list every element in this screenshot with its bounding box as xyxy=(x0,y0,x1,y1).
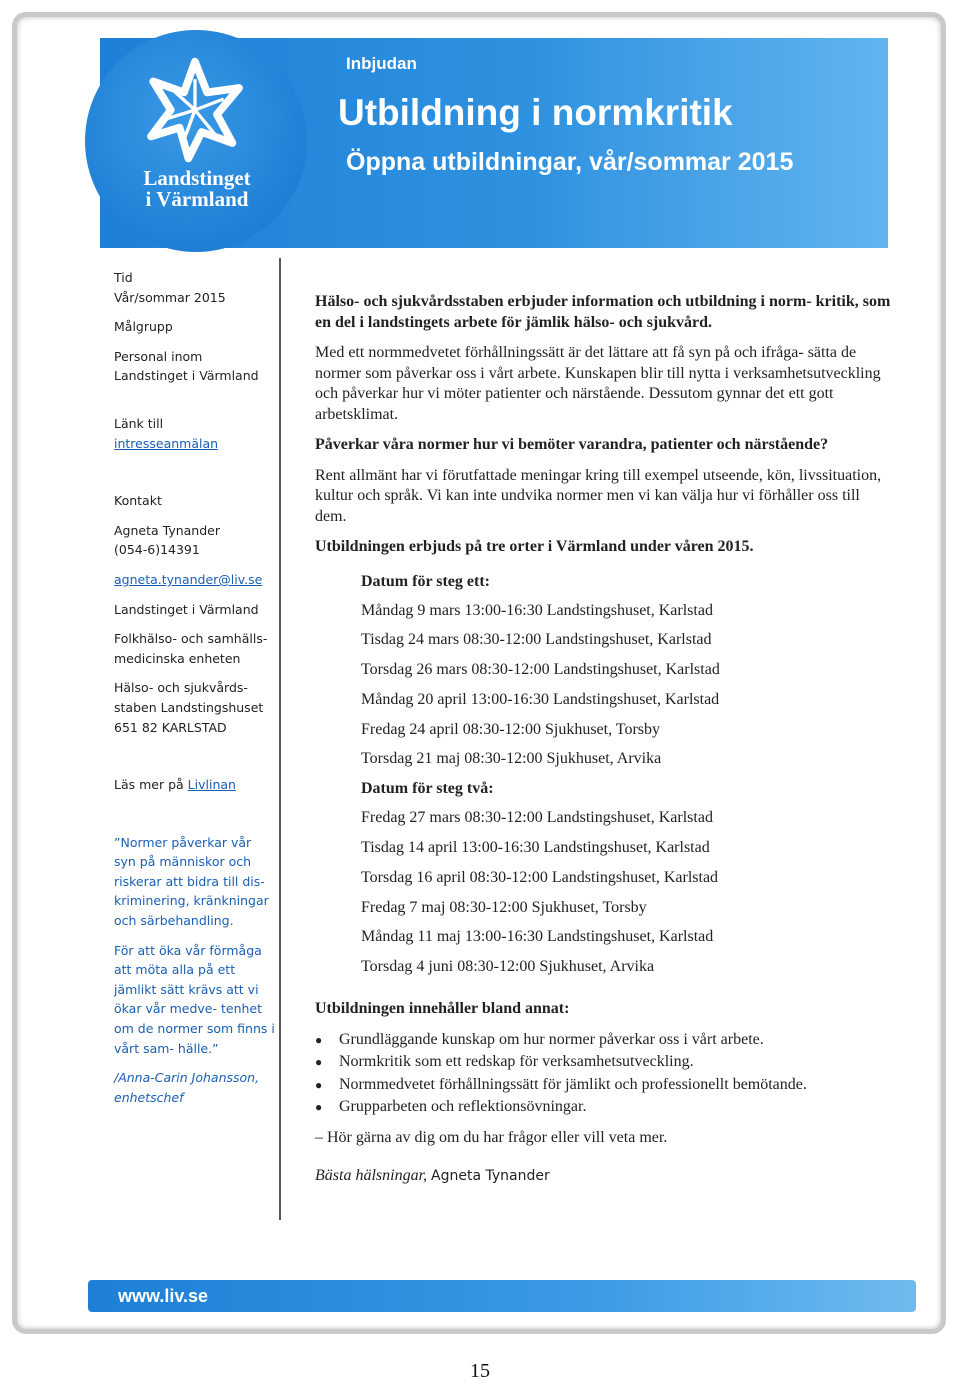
list-item: ● Grupparbeten och reflektionsövningar. xyxy=(315,1097,895,1118)
signoff xyxy=(315,1166,895,1187)
closing-line: – Hör gärna av dig om du har frågor eller vill veta mer. xyxy=(315,1128,668,1146)
signoff-name: Agneta Tynander xyxy=(431,1168,550,1185)
logo-wordmark xyxy=(113,168,281,210)
intro-paragraph: Med ett normmedvetet förhållningssätt är det lättare att få syn på och ifråga- sätta de normer som påverkar oss i vårt arbete. Kunskapen blir till nytta i verksamhetsutveckling och påverkar hur vi möter patienter och närstående. Dessutom gynnar det ett gott arbetsklimat. xyxy=(315,344,881,423)
header-kicker: Inbjudan xyxy=(346,54,417,73)
link-label: Länk till xyxy=(114,415,164,431)
org-address: Hälso- och sjukvårds- staben Landstingshuset 651 82 KARLSTAD xyxy=(114,680,264,735)
date-item: Fredag 7 maj 08:30-12:00 Sjukhuset, Torsby xyxy=(361,898,647,916)
time-value: Vår/sommar 2015 xyxy=(114,289,226,305)
footer-banner xyxy=(88,1280,916,1312)
main-content xyxy=(315,292,895,1187)
date-item: Måndag 20 april 13:00-16:30 Landstingshuset, Karlstad xyxy=(361,690,720,708)
logo-line-1: Landstinget xyxy=(143,166,251,190)
contact-name: Agneta Tynander xyxy=(114,522,220,538)
step2-heading: Datum för steg två: xyxy=(361,780,494,798)
locations-heading: Utbildningen erbjuds på tre orter i Värmland under våren 2015. xyxy=(315,538,754,555)
registration-link[interactable]: intresseanmälan xyxy=(114,435,219,451)
list-item: ● Normmedvetet förhållningssätt för jämlikt och professionellt bemötande. xyxy=(315,1075,895,1096)
date-item: Fredag 27 mars 08:30-12:00 Landstingshuset, Karlstad xyxy=(361,809,713,827)
step1-heading: Datum för steg ett: xyxy=(361,572,490,590)
footer-website-link[interactable]: www.liv.se xyxy=(118,1286,209,1306)
read-more-label: Läs mer på xyxy=(114,777,184,793)
signoff-greeting: Bästa hälsningar, xyxy=(315,1167,428,1185)
page-number: 15 xyxy=(470,1360,490,1382)
question-heading: Påverkar våra normer hur vi bemöter varandra, patienter och närstående? xyxy=(315,436,829,453)
audience-value: Personal inom Landstinget i Värmland xyxy=(114,348,259,384)
date-item: Torsdag 4 juni 08:30-12:00 Sjukhuset, Arvika xyxy=(361,958,655,976)
list-item: ● Grundläggande kunskap om hur normer påverkar oss i vårt arbete. xyxy=(315,1030,895,1051)
flower-logo-icon xyxy=(140,55,250,165)
contact-label: Kontakt xyxy=(114,493,162,509)
date-item: Tisdag 24 mars 08:30-12:00 Landstingshuset, Karlstad xyxy=(361,631,712,649)
page-subtitle: Öppna utbildningar, vår/sommar 2015 xyxy=(346,148,794,176)
date-item: Måndag 9 mars 13:00-16:30 Landstingshuset, Karlstad xyxy=(361,601,713,619)
livlinan-link[interactable]: Livlinan xyxy=(187,777,236,793)
dates-list xyxy=(361,572,895,978)
quote-part-1: ”Normer påverkar vår syn på människor och riskerar att bidra till dis- kriminering, kränkningar och särbehandling. xyxy=(114,834,269,929)
date-item: Torsdag 16 april 08:30-12:00 Landstingshuset, Karlstad xyxy=(361,868,719,886)
page-title: Utbildning i normkritik xyxy=(338,92,733,133)
sidebar xyxy=(114,268,276,1107)
org-unit: Folkhälso- och samhälls- medicinska enheten xyxy=(114,631,268,666)
content-heading: Utbildningen innehåller bland annat: xyxy=(315,1000,570,1018)
intro-lead: Hälso- och sjukvårdsstaben erbjuder information och utbildning i norm- kritik, som en del i landstingets arbete för jämlik hälso- och sjukvård. xyxy=(315,293,891,331)
time-label: Tid xyxy=(114,270,133,285)
list-item: ● Normkritik som ett redskap för verksamhetsutveckling. xyxy=(315,1052,895,1073)
quote-author: /Anna-Carin Johansson, enhetschef xyxy=(114,1070,260,1105)
date-item: Måndag 11 maj 13:00-16:30 Landstingshuset, Karlstad xyxy=(361,928,714,946)
org-name: Landstinget i Värmland xyxy=(114,601,259,617)
contact-phone: (054-6)14391 xyxy=(114,542,200,558)
date-item: Torsdag 26 mars 08:30-12:00 Landstingshuset, Karlstad xyxy=(361,661,720,679)
date-item: Fredag 24 april 08:30-12:00 Sjukhuset, Torsby xyxy=(361,720,661,738)
contact-email-link[interactable]: agneta.tynander@liv.se xyxy=(114,571,263,587)
quote-part-2: För att öka vår förmåga att möta alla på ett jämlikt sätt krävs att vi ökar vår medve- tenhet om de normer som finns i vårt sam- hälle.” xyxy=(114,942,275,1056)
column-divider xyxy=(279,258,281,1220)
logo-line-2: i Värmland xyxy=(145,187,249,211)
date-item: Tisdag 14 april 13:00-16:30 Landstingshuset, Karlstad xyxy=(361,839,710,857)
audience-label: Målgrupp xyxy=(114,319,173,335)
norms-paragraph: Rent allmänt har vi förutfattade meningar kring till exempel utseende, kön, livssituation, kultur och språk. Vi kan inte undvika normer men vi kan välja hur vi förhåller oss till dem. xyxy=(315,466,882,525)
content-bullet-list xyxy=(315,1030,895,1118)
date-item: Torsdag 21 maj 08:30-12:00 Sjukhuset, Arvika xyxy=(361,750,662,768)
